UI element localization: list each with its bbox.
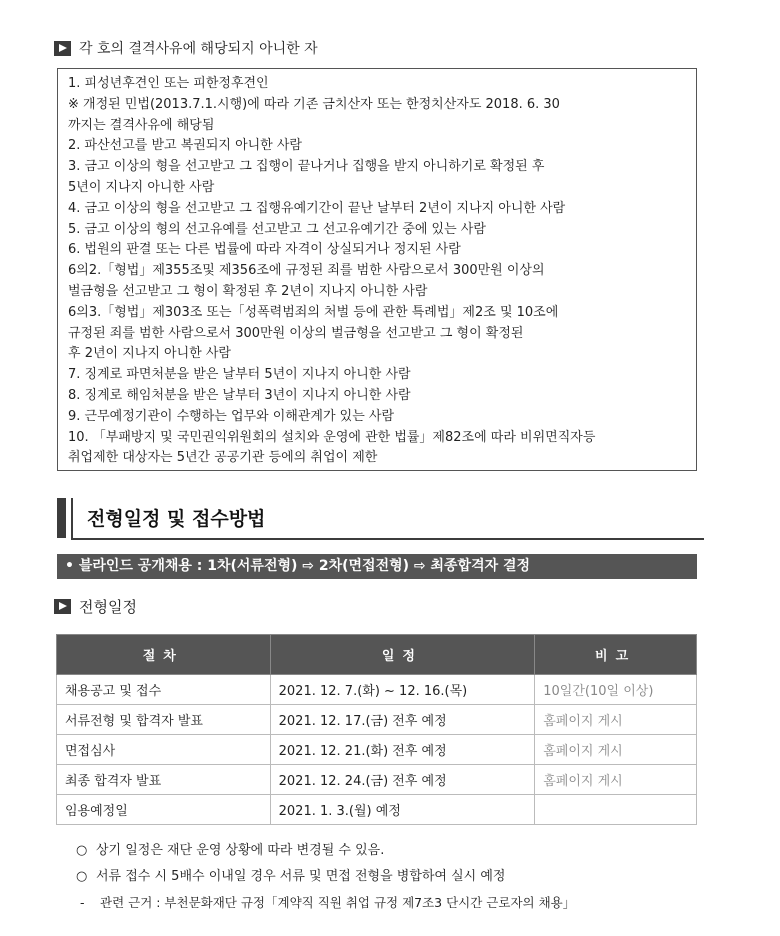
remarks-cell: 10일간(10일 이상) — [535, 675, 697, 705]
date-cell: 2021. 12. 17.(금) 전후 예정 — [270, 705, 535, 735]
list-item: 4. 금고 이상의 형을 선고받고 그 집행유예기간이 끝난 날부터 2년이 지나지 아니한 사람 — [68, 200, 566, 216]
note-text: 서류 접수 시 5배수 이내일 경우 서류 및 면접 전형을 병합하여 실시 예정 — [96, 869, 506, 884]
table-row — [57, 765, 697, 795]
date-cell: 2021. 12. 7.(화) ~ 12. 16.(목) — [270, 675, 535, 705]
schedule-heading — [54, 596, 137, 617]
note-text: 상기 일정은 재단 운영 상황에 따라 변경될 수 있음. — [96, 843, 385, 858]
list-item: 5. 금고 이상의 형의 선고유예를 선고받고 그 선고유예기간 중에 있는 사람 — [68, 221, 486, 237]
list-item: 3. 금고 이상의 형을 선고받고 그 집행이 끝나거나 집행을 받지 아니하기로 확정된 후 — [68, 159, 545, 175]
date-cell: 2021. 1. 3.(월) 예정 — [270, 795, 535, 825]
list-item: 1. 피성년후견인 또는 피한정후견인 — [68, 76, 269, 91]
date-cell: 2021. 12. 24.(금) 전후 예정 — [270, 765, 535, 795]
remarks-cell: 홈페이지 게시 — [535, 735, 697, 765]
qualification-heading — [54, 38, 318, 58]
arrow-right-icon — [54, 599, 71, 614]
dash-bullet: - — [80, 895, 85, 910]
table-row — [57, 795, 697, 825]
list-item: 6의2.「형법」제355조및 제356조에 규정된 죄를 범한 사람으로서 300만원 이상의 — [68, 263, 545, 279]
title-bar-decoration — [57, 498, 66, 538]
remarks-cell: 홈페이지 게시 — [535, 765, 697, 795]
title-underline — [71, 538, 704, 540]
column-header-schedule: 일정 — [270, 635, 535, 675]
schedule-table — [56, 634, 697, 825]
list-item: 8. 징계로 해임처분을 받은 날부터 3년이 지나지 아니한 사람 — [68, 387, 411, 403]
note-item — [76, 864, 575, 890]
section-title-text: 전형일정 및 접수방법 — [87, 508, 266, 530]
list-item: ※ 개정된 민법(2013.7.1.시행)에 따라 기존 금치산자 또는 한정치산자도 2018. 6. 30 — [68, 96, 560, 112]
column-header-procedure: 절차 — [57, 635, 271, 675]
circle-bullet-icon: ○ — [76, 843, 88, 858]
column-header-remarks: 비고 — [535, 635, 697, 675]
list-item: 6의3.「형법」제303조 또는「성폭력범죄의 처벌 등에 관한 특례법」제2조 및 10조에 — [68, 304, 559, 320]
list-item: 벌금형을 선고받고 그 형이 확정된 후 2년이 지나지 아니한 사람 — [68, 283, 428, 299]
process-banner: • 블라인드 공개채용 : 1차(서류전형) ⇨ 2차(면접전형) ⇨ 최종합격자 결정 — [57, 554, 697, 579]
list-item: 6. 법원의 판결 또는 다른 법률에 따라 자격이 상실되거나 정지된 사람 — [68, 242, 461, 258]
circle-bullet-icon: ○ — [76, 869, 88, 884]
qualification-heading-text: 각 호의 결격사유에 해당되지 아니한 자 — [79, 41, 318, 57]
note-item — [76, 838, 575, 864]
disqualification-list — [57, 68, 697, 471]
note-text: 관련 근거 : 부천문화재단 규정「계약직 직원 취업 규정 제7조3 단시간 근로자의 채용」 — [100, 895, 576, 910]
note-item — [76, 890, 575, 916]
procedure-cell: 임용예정일 — [57, 795, 271, 825]
remarks-cell — [535, 795, 697, 825]
list-item: 후 2년이 지나지 아니한 사람 — [68, 346, 231, 362]
list-item: 10. 「부패방지 및 국민권익위원회의 설치와 운영에 관한 법률」제82조에 따라 비위면직자등 — [68, 429, 596, 445]
table-header-row — [57, 635, 697, 675]
schedule-heading-text: 전형일정 — [79, 598, 137, 616]
list-item: 까지는 결격사유에 해당됨 — [68, 117, 215, 133]
table-row — [57, 735, 697, 765]
procedure-cell: 최종 합격자 발표 — [57, 765, 271, 795]
list-item: 취업제한 대상자는 5년간 공공기관 등에의 취업이 제한 — [68, 450, 378, 466]
schedule-notes — [76, 838, 575, 916]
title-bar-decoration — [71, 498, 73, 538]
procedure-cell: 채용공고 및 접수 — [57, 675, 271, 705]
procedure-cell: 면접심사 — [57, 735, 271, 765]
table-row — [57, 675, 697, 705]
remarks-cell: 홈페이지 게시 — [535, 705, 697, 735]
section-title — [57, 498, 704, 540]
list-item: 규정된 죄를 범한 사람으로서 300만원 이상의 벌금형을 선고받고 그 형이 확정된 — [68, 325, 524, 341]
list-item: 5년이 지나지 아니한 사람 — [68, 179, 215, 195]
date-cell: 2021. 12. 21.(화) 전후 예정 — [270, 735, 535, 765]
table-row — [57, 705, 697, 735]
list-item: 2. 파산선고를 받고 복권되지 아니한 사람 — [68, 138, 302, 154]
list-item: 7. 징계로 파면처분을 받은 날부터 5년이 지나지 아니한 사람 — [68, 367, 411, 383]
list-item: 9. 근무예정기관이 수행하는 업무와 이해관계가 있는 사람 — [68, 408, 395, 424]
arrow-right-icon — [54, 41, 71, 56]
procedure-cell: 서류전형 및 합격자 발표 — [57, 705, 271, 735]
